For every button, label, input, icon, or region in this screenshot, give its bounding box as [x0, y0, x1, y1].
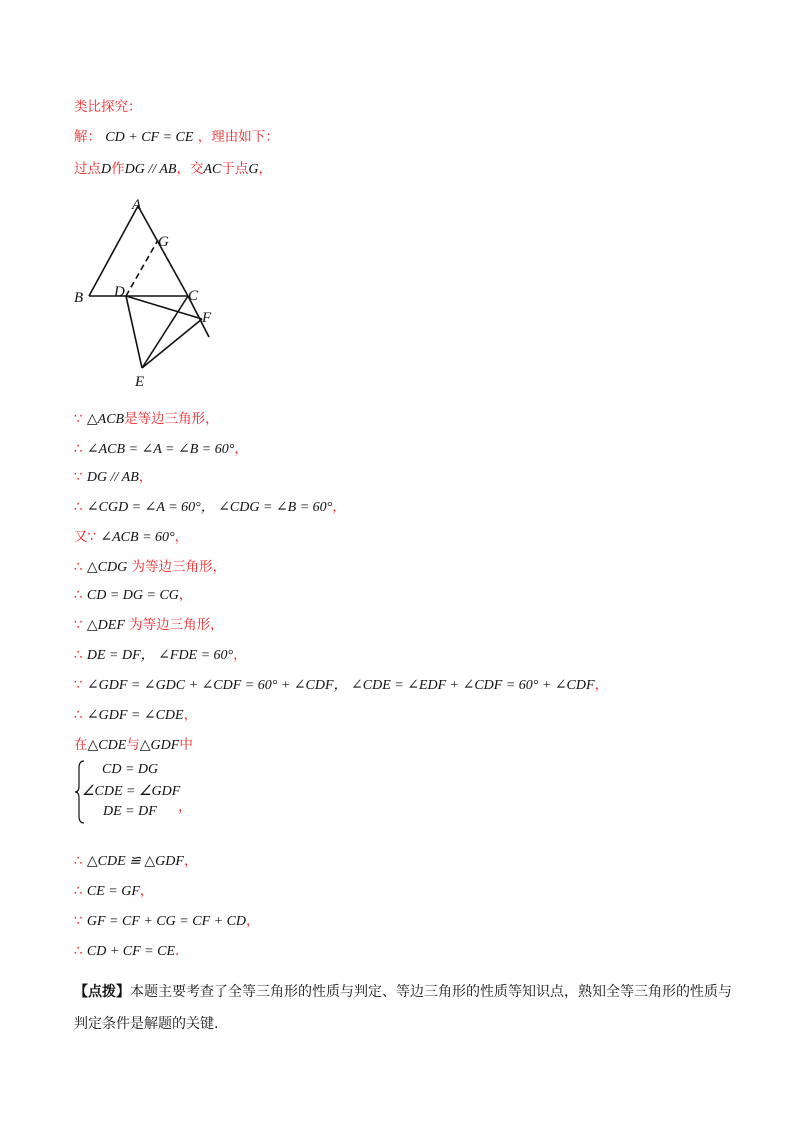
step-math: ∠GDF = ∠CDE	[86, 708, 184, 723]
label-d: D	[114, 284, 125, 300]
construct-text: ，交	[176, 161, 204, 177]
conclusion-step	[74, 912, 260, 931]
proof-step	[74, 528, 188, 547]
step-text: 为等边三角形，	[129, 617, 224, 633]
reason-symbol: ∵	[74, 617, 83, 633]
construct-text: ，	[258, 161, 272, 177]
reason-symbol: ∴	[74, 707, 83, 723]
reason-symbol: ∵	[74, 677, 83, 693]
segment-de	[126, 296, 142, 368]
step-text: 与	[126, 737, 140, 753]
reason-symbol: ∴	[74, 853, 83, 869]
segment-ef	[142, 319, 202, 368]
reason-symbol: ∴	[74, 587, 83, 603]
proof-step	[74, 498, 346, 517]
step-text: ，	[234, 441, 248, 457]
system-row-2: ∠CDE = ∠GDF	[82, 784, 181, 799]
proof-step	[74, 736, 193, 755]
step-text: ，	[138, 469, 153, 485]
step-math: △GDF	[139, 738, 180, 753]
label-e: E	[135, 374, 145, 390]
step-text: 是等边三角形，	[124, 411, 219, 427]
construct-point-d: D	[101, 162, 112, 177]
proof-step	[74, 676, 608, 695]
system-row-3: DE = DF	[103, 804, 157, 819]
proof-step	[74, 468, 152, 487]
geometry-figure	[72, 192, 232, 392]
segment-ab	[89, 206, 138, 296]
conclusion-step	[74, 852, 197, 871]
step-math: △CDG	[86, 560, 128, 575]
label-c: C	[188, 288, 199, 304]
tip-body: 本题主要考查了全等三角形的性质与判定、等边三角形的性质等知识点，熟知全等三角形的性质与判定条件是解题的关键.	[74, 984, 732, 1032]
reason-symbol: ∴	[74, 441, 83, 457]
step-text: ，	[139, 883, 154, 899]
construct-parallel: DG // AB	[124, 162, 177, 177]
answer-prefix: 解：	[74, 129, 101, 145]
proof-step	[74, 558, 226, 577]
reason-symbol: ∴	[74, 943, 83, 959]
step-math: ∠GDF = ∠GDC + ∠CDF = 60° + ∠CDF， ∠CDE = ∠EDF + ∠CDF = 60° + ∠CDF	[86, 678, 595, 693]
step-text: ，	[246, 913, 260, 929]
construct-text: 于点	[221, 161, 249, 177]
construct-text: 作	[111, 161, 125, 177]
step-text: 在	[74, 737, 88, 753]
label-g: G	[158, 234, 169, 250]
tip-note	[74, 976, 734, 1040]
conclusion-step	[74, 942, 179, 961]
answer-equation: CD + CF = CE	[105, 130, 194, 145]
step-math: △CDE ≌ △GDF	[86, 854, 184, 869]
proof-step	[74, 440, 248, 459]
step-text: ，	[183, 853, 198, 869]
step-text: ，	[174, 529, 189, 545]
step-math: ∠ACB = 60°	[100, 530, 175, 545]
reason-symbol: 又∵	[74, 529, 97, 545]
label-f: F	[202, 310, 212, 326]
step-math: △CDE	[87, 738, 127, 753]
reason-symbol: ∵	[74, 913, 83, 929]
tip-tag: 【点拨】	[74, 984, 130, 1000]
reason-symbol: ∴	[74, 647, 83, 663]
answer-suffix: ，理由如下：	[197, 129, 279, 145]
step-text: ，	[332, 499, 346, 515]
reason-symbol: ∴	[74, 559, 83, 575]
label-a: A	[132, 197, 142, 213]
proof-step	[74, 586, 192, 605]
segment-ec	[142, 296, 188, 368]
step-text: 为等边三角形，	[131, 559, 227, 575]
step-math: GF = CF + CG = CF + CD	[86, 914, 247, 929]
proof-step	[74, 646, 247, 665]
section-heading: 类比探究：	[74, 99, 142, 115]
step-math: CE = GF	[86, 884, 140, 899]
label-b: B	[74, 290, 84, 306]
step-text: ，	[233, 647, 247, 663]
proof-step	[74, 616, 224, 635]
proof-step	[74, 410, 219, 429]
construct-segment-ac: AC	[203, 162, 222, 177]
segment-dg-dashed	[126, 240, 158, 296]
construct-text: 过点	[74, 161, 101, 177]
construction-line	[74, 160, 272, 179]
reason-symbol: ∴	[74, 499, 83, 515]
answer-line	[74, 128, 279, 147]
segment-ac	[138, 206, 188, 296]
step-text: ，	[594, 677, 609, 693]
step-text: ，	[178, 587, 193, 603]
step-text: .	[175, 943, 180, 959]
proof-step	[74, 706, 197, 725]
step-text: ，	[183, 707, 198, 723]
conclusion-step	[74, 882, 153, 901]
step-math: DE = DF， ∠FDE = 60°	[86, 648, 234, 663]
reason-symbol: ∵	[74, 469, 83, 485]
system-end: ，	[178, 800, 192, 815]
step-math: CD + CF = CE	[86, 944, 176, 959]
reason-symbol: ∴	[74, 883, 83, 899]
step-math: DG // AB	[86, 470, 139, 485]
system-row-1: CD = DG	[102, 762, 159, 777]
step-math: △DEF	[86, 618, 125, 633]
step-math: ∠ACB = ∠A = ∠B = 60°	[86, 442, 235, 457]
step-math: △ACB	[86, 412, 125, 427]
reason-symbol: ∵	[74, 411, 83, 427]
construct-point-g: G	[248, 162, 259, 177]
step-math: CD = DG = CG	[86, 588, 179, 603]
step-math: ∠CGD = ∠A = 60°， ∠CDG = ∠B = 60°	[86, 500, 333, 515]
step-text: 中	[179, 737, 193, 753]
